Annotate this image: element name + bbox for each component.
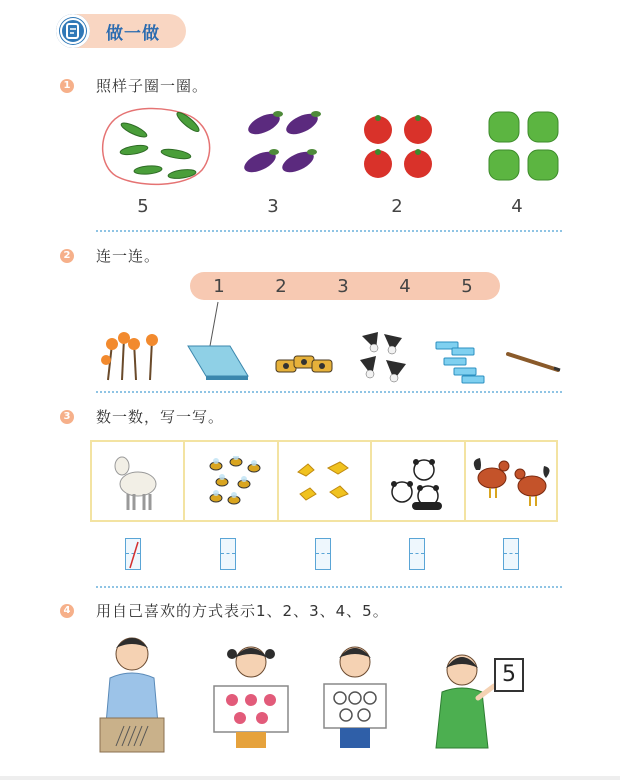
boy-with-sticks-image <box>96 630 168 758</box>
pandas-image <box>388 454 448 516</box>
shuttlecocks-image[interactable] <box>356 330 412 390</box>
question-text-4: 用自己喜欢的方式表示1、2、3、4、5。 <box>96 602 389 620</box>
answer-box-3[interactable] <box>315 538 331 570</box>
question-text-3: 数一数，写一写。 <box>96 408 225 426</box>
bar-number-4[interactable]: 4 <box>399 276 411 297</box>
birds-image <box>294 458 356 510</box>
answer-box-2[interactable] <box>220 538 236 570</box>
pencil-image[interactable] <box>504 350 564 378</box>
flowers-image[interactable] <box>98 330 164 388</box>
divider <box>96 391 562 393</box>
bar-number-5[interactable]: 5 <box>461 276 473 297</box>
divider <box>96 230 562 232</box>
notebook-image[interactable] <box>186 342 250 386</box>
count-eggplants: 3 <box>267 196 279 217</box>
tomatoes-image <box>360 112 436 188</box>
green-peppers-image <box>486 108 562 188</box>
answer-box-5[interactable] <box>503 538 519 570</box>
question-number-1: 1 <box>60 79 74 93</box>
answer-box-1[interactable] <box>125 538 141 570</box>
question-number-2: 2 <box>60 249 74 263</box>
question-number-3: 3 <box>60 410 74 424</box>
count-tomatoes: 2 <box>391 196 403 217</box>
bar-number-1[interactable]: 1 <box>213 276 225 297</box>
sharpeners-image[interactable] <box>272 350 336 384</box>
question-number-4: 4 <box>60 604 74 618</box>
pea-pods-image <box>98 102 216 192</box>
question-text-1: 照样子圈一圈。 <box>96 77 209 95</box>
grid-divider <box>464 440 466 522</box>
divider <box>96 586 562 588</box>
activity-icon <box>56 14 90 48</box>
boy-with-circles-card-image <box>322 642 388 754</box>
eggplants-image <box>238 100 328 190</box>
roosters-image <box>470 452 556 512</box>
bar-number-3[interactable]: 3 <box>337 276 349 297</box>
bees-image <box>204 456 264 510</box>
grid-divider <box>370 440 372 522</box>
erasers-image[interactable] <box>434 338 494 392</box>
girl-with-flowers-card-image <box>212 642 290 754</box>
section-title: 做一做 <box>106 24 160 44</box>
count-green-peppers: 4 <box>511 196 523 217</box>
grid-divider <box>183 440 185 522</box>
count-pea-pods: 5 <box>137 196 149 217</box>
answer-box-4[interactable] <box>409 538 425 570</box>
question-text-2: 连一连。 <box>96 247 161 265</box>
grid-divider <box>277 440 279 522</box>
number-card: 5 <box>494 658 524 692</box>
goat-image <box>108 450 164 518</box>
bar-number-2[interactable]: 2 <box>275 276 287 297</box>
page-bottom-strip <box>0 776 620 780</box>
